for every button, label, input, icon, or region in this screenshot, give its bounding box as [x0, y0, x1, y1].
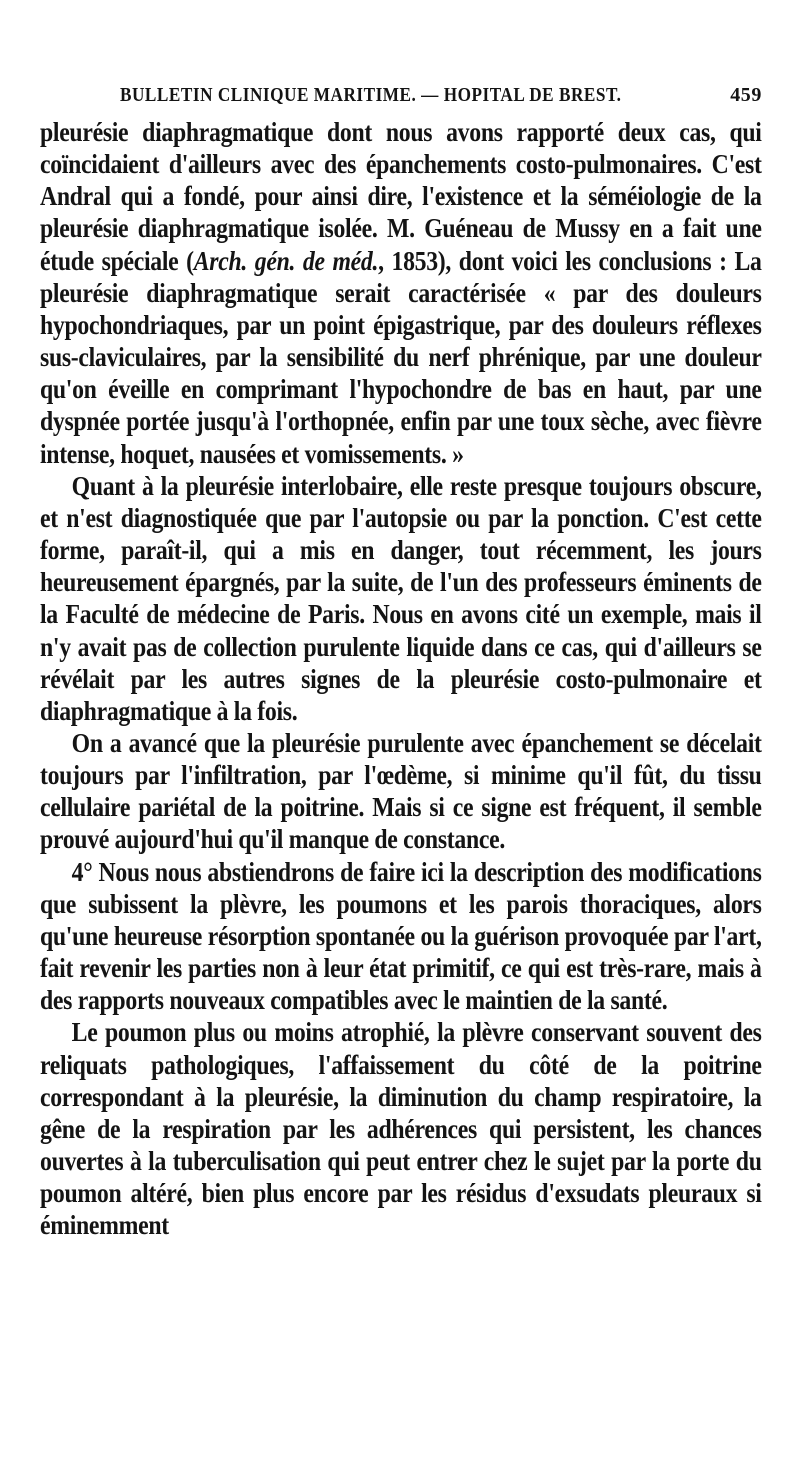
- document-page: [40, 84, 762, 1241]
- paragraph-text: Quant à la pleurésie interlobaire, elle reste presque toujours obscure, et n'est diagnostiquée que par l'autopsie ou par la ponction. C'est cette forme, paraît-il, qui a mis en danger, tout récemment, les jours heureusement épargnés, par la suite, de l'un des professeurs éminents de la Faculté de médecine de Paris. Nous en avons cité un exemple, mais il n'y avait pas de collection purulente liquide dans ce cas, qui d'ailleurs se révélait par les autres signes de la pleurésie costo-pulmonaire et diaphragmatique à la fois.: [40, 470, 762, 726]
- paragraph-text: , 1853), dont voici les conclusions : La pleurésie diaphragmatique serait caractérisée « par des douleurs hypochondriaques, par un point épigastrique, par des douleurs réflexes sus-claviculaires, par la sensibilité du nerf phrénique, par une douleur qu'on éveille en comprimant l'hypochondre de bas en haut, par une dyspnée portée jusqu'à l'orthopnée, enfin par une toux sèche, avec fièvre intense, hoquet, nausées et vomissements. »: [40, 245, 762, 469]
- running-title: BULLETIN CLINIQUE MARITIME. — HOPITAL DE BREST.: [120, 84, 622, 106]
- running-header: [40, 84, 762, 110]
- paragraph-text: On a avancé que la pleurésie purulente avec épanchement se décelait toujours par l'infiltration, par l'œdème, si minime qu'il fût, du tissu cellulaire pariétal de la poitrine. Mais si ce signe est fréquent, il semble prouvé aujourd'hui qu'il manque de constance.: [40, 727, 762, 855]
- paragraph-5: [40, 1016, 762, 1241]
- paragraph-text: pleurésie diaphragmatique dont nous avons rapporté deux cas, qui coïncidaient d'ailleurs avec des épanchements costo-pulmonaires. C'est Andral qui a fondé, pour ainsi dire, l'existence et la séméiologie de la pleurésie diaphragmatique isolée. M. Guéneau de Mussy en a fait une étude spéciale (: [40, 117, 762, 276]
- body-text: [40, 116, 762, 1241]
- paragraph-2: [40, 470, 762, 727]
- paragraph-3: [40, 727, 762, 856]
- paragraph-4: [40, 856, 762, 1017]
- journal-citation: Arch. gén. de méd.: [193, 245, 379, 276]
- paragraph-text: Le poumon plus ou moins atrophié, la plèvre conservant souvent des reliquats pathologiques, l'affaissement du côté de la poitrine correspondant à la pleurésie, la diminution du champ respiratoire, la gêne de la respiration par les adhérences qui persistent, les chances ouvertes à la tuberculisation qui peut entrer chez le sujet par la porte du poumon altéré, bien plus encore par les résidus d'exsudats pleuraux si éminemment: [40, 1017, 762, 1241]
- page-number: 459: [730, 84, 762, 106]
- paragraph-text: 4° Nous nous abstiendrons de faire ici la description des modifications que subissent la plèvre, les poumons et les parois thoraciques, alors qu'une heureuse résorption spontanée ou la guérison provoquée par l'art, fait revenir les parties non à leur état primitif, ce qui est très-rare, mais à des rapports nouveaux compatibles avec le maintien de la santé.: [40, 856, 762, 1016]
- paragraph-1: [40, 116, 762, 470]
